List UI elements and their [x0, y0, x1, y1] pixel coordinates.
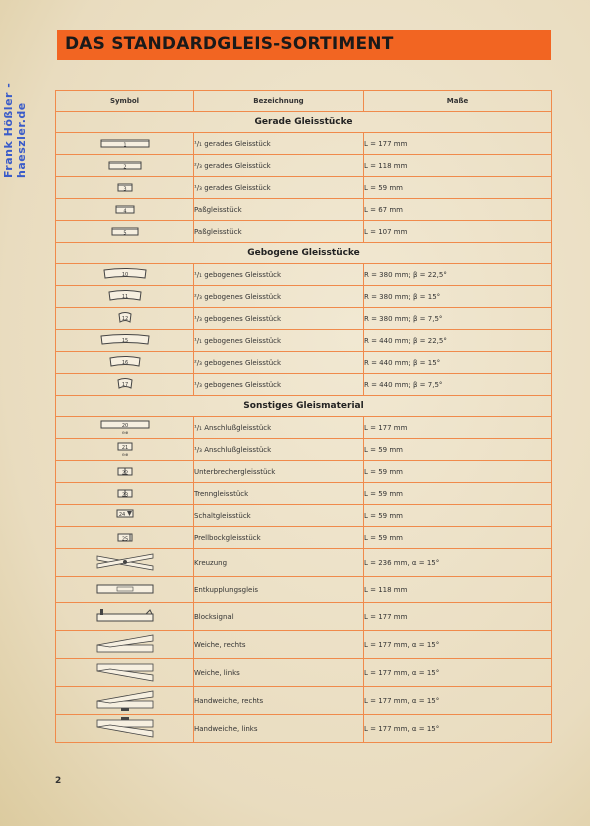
- table-row: [56, 549, 552, 577]
- dimensions-cell: L = 236 mm, α = 15°: [364, 549, 552, 577]
- table-row: [56, 715, 552, 743]
- connector-track-icon: [117, 441, 133, 459]
- crossing-icon: [96, 552, 154, 574]
- designation-cell: Prellbockgleisstück: [194, 527, 364, 549]
- header-row: [56, 91, 552, 112]
- table-row: [56, 264, 552, 286]
- page-title: DAS STANDARDGLEIS-SORTIMENT: [65, 34, 394, 54]
- designation-cell: ²/₃ gebogenes Gleisstück: [194, 352, 364, 374]
- table-row: [56, 199, 552, 221]
- designation-cell: ¹/₁ gebogenes Gleisstück: [194, 264, 364, 286]
- designation-cell: ²/₃ gebogenes Gleisstück: [194, 286, 364, 308]
- symbol-cell: [56, 221, 194, 243]
- symbol-cell: [56, 687, 194, 715]
- table-row: [56, 527, 552, 549]
- table-row: [56, 577, 552, 603]
- watermark: Frank Hößler - haeszler.de: [2, 82, 28, 178]
- section-header-row: [56, 243, 552, 264]
- svg-text:⊖⊕: ⊖⊕: [121, 451, 128, 457]
- svg-text:11: 11: [121, 293, 128, 300]
- symbol-cell: [56, 549, 194, 577]
- block-signal-icon: [96, 608, 154, 626]
- table-row: [56, 308, 552, 330]
- section-header-row: [56, 112, 552, 133]
- dimensions-cell: L = 59 mm: [364, 177, 552, 199]
- buffer-stop-icon: [117, 531, 133, 545]
- curved-track-icon: [103, 267, 147, 283]
- table-row: [56, 631, 552, 659]
- curved-track-icon: [108, 289, 142, 305]
- svg-text:23: 23: [121, 492, 128, 498]
- symbol-cell: [56, 577, 194, 603]
- table-row: [56, 221, 552, 243]
- symbol-cell: [56, 308, 194, 330]
- header-dimensions: Maße: [364, 91, 552, 112]
- designation-cell: Handweiche, rechts: [194, 687, 364, 715]
- table-row: [56, 461, 552, 483]
- table-row: [56, 330, 552, 352]
- svg-text:4: 4: [122, 208, 127, 214]
- dimensions-cell: R = 380 mm; β = 22,5°: [364, 264, 552, 286]
- symbol-cell: [56, 133, 194, 155]
- dimensions-cell: L = 59 mm: [364, 527, 552, 549]
- straight-track-icon: [117, 181, 133, 195]
- symbol-cell: [56, 155, 194, 177]
- designation-cell: ¹/₁ gebogenes Gleisstück: [194, 330, 364, 352]
- table-row: [56, 483, 552, 505]
- header-symbol: Symbol: [56, 91, 194, 112]
- symbol-cell: [56, 374, 194, 396]
- header-name: Bezeichnung: [194, 91, 364, 112]
- table-row: [56, 352, 552, 374]
- svg-text:12: 12: [121, 315, 128, 322]
- designation-cell: Handweiche, links: [194, 715, 364, 743]
- dimensions-cell: L = 177 mm, α = 15°: [364, 687, 552, 715]
- svg-text:22: 22: [121, 470, 128, 476]
- straight-track-icon: [100, 137, 150, 151]
- switch-left-icon: [96, 661, 154, 685]
- table-row: [56, 177, 552, 199]
- symbol-cell: [56, 483, 194, 505]
- dimensions-cell: R = 440 mm; β = 7,5°: [364, 374, 552, 396]
- symbol-cell: [56, 417, 194, 439]
- straight-track-icon: [115, 203, 135, 217]
- svg-text:5: 5: [122, 230, 127, 236]
- svg-text:24: 24: [118, 511, 125, 518]
- svg-text:20: 20: [121, 422, 128, 429]
- svg-text:10: 10: [121, 271, 128, 278]
- table-row: [56, 687, 552, 715]
- dimensions-cell: L = 177 mm: [364, 417, 552, 439]
- symbol-cell: [56, 330, 194, 352]
- designation-cell: Paßgleisstück: [194, 199, 364, 221]
- section-title: Gerade Gleisstücke: [56, 112, 552, 133]
- dimensions-cell: R = 440 mm; β = 15°: [364, 352, 552, 374]
- track-assortment-table: [55, 90, 552, 743]
- manual-switch-right-icon: [96, 689, 154, 713]
- symbol-cell: [56, 461, 194, 483]
- svg-text:25: 25: [121, 536, 128, 542]
- curved-track-icon: [118, 311, 132, 327]
- dimensions-cell: L = 59 mm: [364, 505, 552, 527]
- designation-cell: ¹/₃ gerades Gleisstück: [194, 177, 364, 199]
- designation-cell: Weiche, links: [194, 659, 364, 687]
- straight-track-icon: [111, 225, 139, 239]
- dimensions-cell: L = 118 mm: [364, 577, 552, 603]
- curved-track-icon: [109, 355, 141, 371]
- dimensions-cell: L = 118 mm: [364, 155, 552, 177]
- designation-cell: Unterbrechergleisstück: [194, 461, 364, 483]
- symbol-cell: [56, 505, 194, 527]
- svg-text:16: 16: [121, 359, 128, 366]
- svg-text:21: 21: [121, 444, 128, 451]
- connector-track-icon: [100, 419, 150, 437]
- symbol-cell: [56, 527, 194, 549]
- dimensions-cell: L = 177 mm, α = 15°: [364, 659, 552, 687]
- curved-track-icon: [117, 377, 133, 393]
- section-header-row: [56, 396, 552, 417]
- table-row: [56, 439, 552, 461]
- symbol-cell: [56, 199, 194, 221]
- title-bar: [57, 30, 551, 60]
- dimensions-cell: L = 59 mm: [364, 483, 552, 505]
- dimensions-cell: L = 177 mm: [364, 133, 552, 155]
- designation-cell: Schaltgleisstück: [194, 505, 364, 527]
- dimensions-cell: L = 59 mm: [364, 461, 552, 483]
- designation-cell: ¹/₁ gerades Gleisstück: [194, 133, 364, 155]
- dimensions-cell: L = 59 mm: [364, 439, 552, 461]
- designation-cell: ¹/₃ Anschlußgleisstück: [194, 439, 364, 461]
- table-row: [56, 603, 552, 631]
- table-row: [56, 659, 552, 687]
- svg-text:⊖⊕: ⊖⊕: [121, 429, 128, 435]
- svg-text:15: 15: [121, 337, 128, 344]
- uncoupler-track-icon: [96, 582, 154, 598]
- designation-cell: Paßgleisstück: [194, 221, 364, 243]
- symbol-cell: [56, 715, 194, 743]
- symbol-cell: [56, 631, 194, 659]
- dimensions-cell: L = 177 mm, α = 15°: [364, 715, 552, 743]
- section-title: Gebogene Gleisstücke: [56, 243, 552, 264]
- symbol-cell: [56, 352, 194, 374]
- dimensions-cell: L = 67 mm: [364, 199, 552, 221]
- designation-cell: Kreuzung: [194, 549, 364, 577]
- table-row: [56, 286, 552, 308]
- switch-right-icon: [96, 633, 154, 657]
- symbol-cell: [56, 603, 194, 631]
- isolating-track-icon: [117, 487, 133, 501]
- designation-cell: ¹/₃ gebogenes Gleisstück: [194, 374, 364, 396]
- svg-text:1: 1: [122, 142, 127, 148]
- interrupter-track-icon: [117, 465, 133, 479]
- table-row: [56, 417, 552, 439]
- section-title: Sonstiges Gleismaterial: [56, 396, 552, 417]
- dimensions-cell: R = 440 mm; β = 22,5°: [364, 330, 552, 352]
- straight-track-icon: [108, 159, 142, 173]
- dimensions-cell: R = 380 mm; β = 15°: [364, 286, 552, 308]
- svg-text:2: 2: [122, 164, 127, 170]
- manual-switch-left-icon: [96, 717, 154, 741]
- symbol-cell: [56, 177, 194, 199]
- designation-cell: ¹/₃ gebogenes Gleisstück: [194, 308, 364, 330]
- dimensions-cell: R = 380 mm; β = 7,5°: [364, 308, 552, 330]
- table-row: [56, 505, 552, 527]
- designation-cell: Blocksignal: [194, 603, 364, 631]
- page-number: 2: [55, 776, 62, 786]
- designation-cell: Trenngleisstück: [194, 483, 364, 505]
- dimensions-cell: L = 177 mm: [364, 603, 552, 631]
- symbol-cell: [56, 286, 194, 308]
- switching-track-icon: [116, 508, 134, 524]
- svg-text:3: 3: [122, 186, 127, 192]
- table-row: [56, 155, 552, 177]
- curved-track-icon: [100, 333, 150, 349]
- symbol-cell: [56, 264, 194, 286]
- symbol-cell: [56, 439, 194, 461]
- table-body: [56, 112, 552, 743]
- designation-cell: ¹/₁ Anschlußgleisstück: [194, 417, 364, 439]
- table-row: [56, 374, 552, 396]
- dimensions-cell: L = 177 mm, α = 15°: [364, 631, 552, 659]
- dimensions-cell: L = 107 mm: [364, 221, 552, 243]
- designation-cell: ²/₃ gerades Gleisstück: [194, 155, 364, 177]
- designation-cell: Weiche, rechts: [194, 631, 364, 659]
- designation-cell: Entkupplungsgleis: [194, 577, 364, 603]
- table-row: [56, 133, 552, 155]
- symbol-cell: [56, 659, 194, 687]
- svg-text:17: 17: [121, 381, 128, 388]
